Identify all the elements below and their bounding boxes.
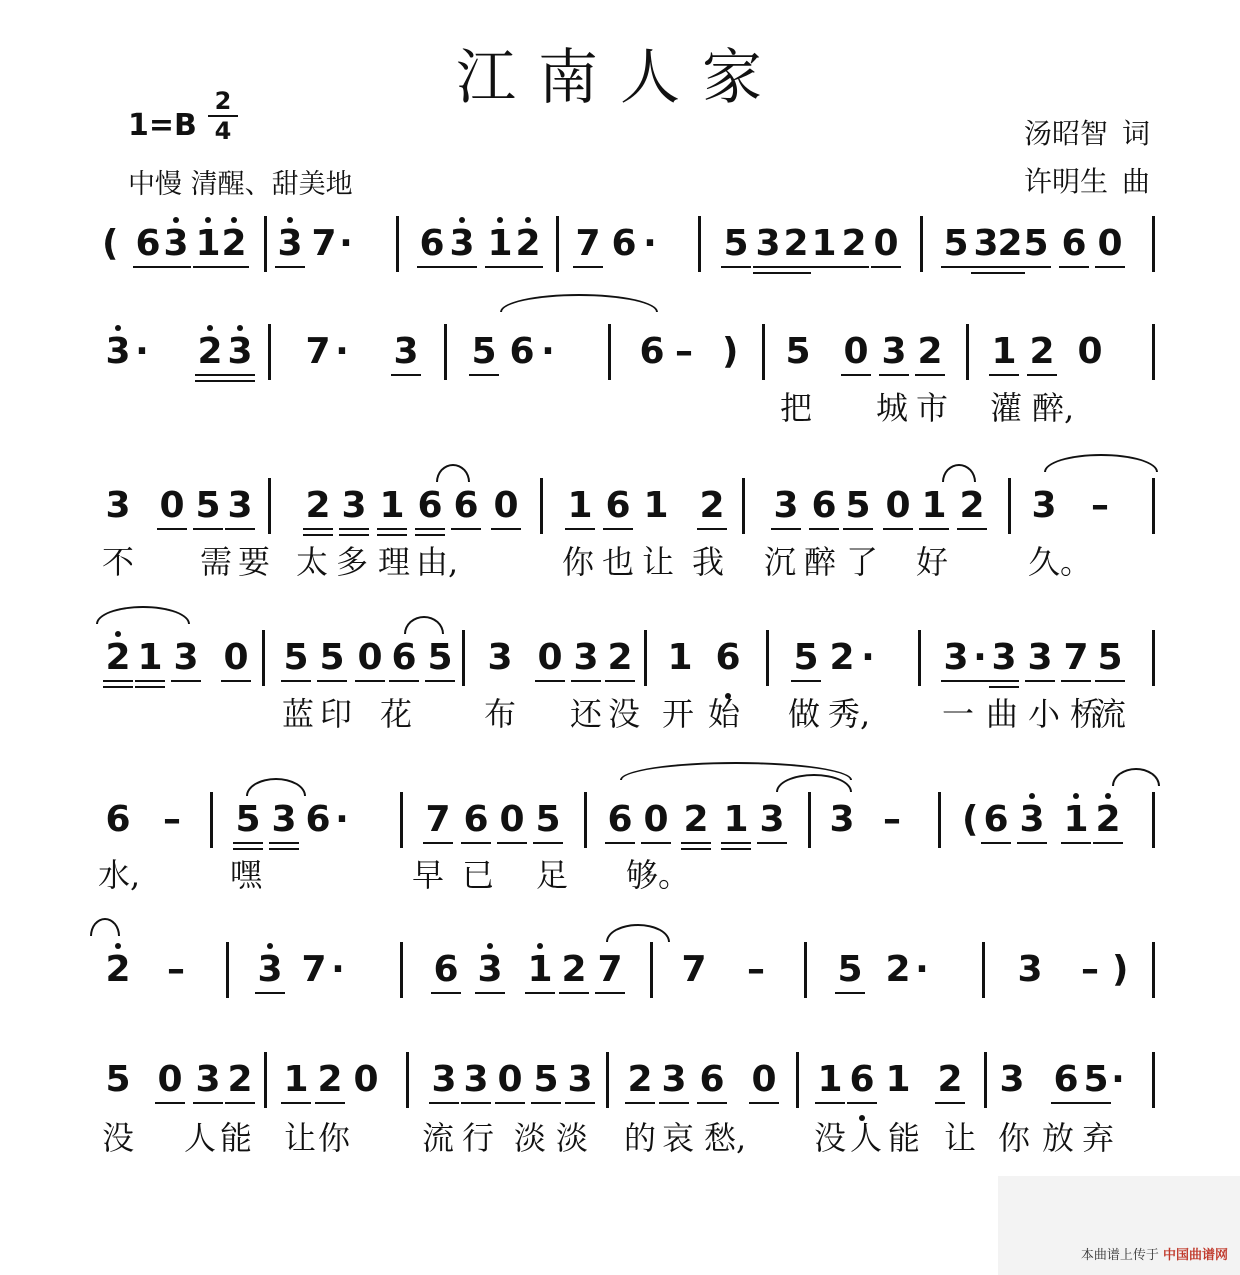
lyric-char: 了	[845, 543, 878, 581]
note: 2	[1025, 330, 1059, 374]
lyric-char: 布	[483, 695, 516, 733]
note: 5	[191, 484, 225, 528]
notation-row-7	[0, 1058, 1240, 1118]
note: 2	[779, 222, 813, 266]
note: 3	[253, 948, 287, 992]
note: 3	[1023, 636, 1057, 680]
bar-line	[808, 792, 811, 848]
lyric-char: 没	[813, 1119, 846, 1157]
note: 2	[993, 222, 1027, 266]
lyric-char: 你	[561, 543, 594, 581]
lyric-char: 没	[101, 1119, 134, 1157]
note: 3	[987, 636, 1021, 680]
note: 3	[459, 1058, 493, 1102]
lyric-char: 醉,	[1032, 389, 1075, 427]
bar-line	[1008, 478, 1011, 534]
note: 7	[301, 949, 327, 990]
slur-mark	[500, 294, 658, 312]
bar-line	[984, 1052, 987, 1108]
lyric-char: 已	[461, 856, 494, 894]
note: 6	[603, 798, 637, 842]
note: 0	[219, 636, 253, 680]
note: 1	[917, 484, 951, 528]
bar-line	[584, 792, 587, 848]
lyric-char: 始	[707, 695, 740, 733]
lyric-line-3	[0, 542, 1240, 586]
note: ·	[861, 637, 875, 678]
lyric-char: 能	[219, 1119, 252, 1157]
note: 6	[459, 798, 493, 842]
note: 7	[1059, 636, 1093, 680]
note: 6	[1049, 1058, 1083, 1102]
notation-symbol: )	[1112, 949, 1129, 990]
note: –	[747, 949, 765, 990]
note: 6	[413, 484, 447, 528]
bar-line	[1152, 216, 1155, 272]
note: 5	[719, 222, 753, 266]
lyric-line-5	[0, 855, 1240, 899]
composer-name: 许明生	[1023, 165, 1108, 198]
note: 2	[955, 484, 989, 528]
lyric-char: 花	[379, 695, 412, 733]
bar-line	[1152, 1052, 1155, 1108]
note: –	[163, 799, 181, 840]
note: 5	[467, 330, 501, 374]
note: 2	[217, 222, 251, 266]
note: 0	[153, 1058, 187, 1102]
lyric-char: 理	[377, 543, 410, 581]
note: 2	[223, 1058, 257, 1102]
notation-row-1	[0, 222, 1240, 282]
note: 6	[449, 484, 483, 528]
note: 6	[387, 636, 421, 680]
note: 0	[1093, 222, 1127, 266]
note: 5	[841, 484, 875, 528]
lyric-char: 让	[283, 1119, 316, 1157]
note: 1	[483, 222, 517, 266]
note: 5	[789, 636, 823, 680]
note: ·	[1111, 1059, 1125, 1100]
bar-line	[796, 1052, 799, 1108]
note: –	[167, 949, 185, 990]
bar-line	[606, 1052, 609, 1108]
note: 1	[133, 636, 167, 680]
note: 3	[969, 222, 1003, 266]
note: 7	[571, 222, 605, 266]
note: 3	[337, 484, 371, 528]
note: ·	[915, 949, 929, 990]
slur-mark	[436, 464, 470, 482]
note: 1	[885, 1059, 911, 1100]
note: 6	[611, 223, 637, 264]
bar-line	[650, 942, 653, 998]
lyric-line-2	[0, 388, 1240, 432]
note: 6	[695, 1058, 729, 1102]
lyric-char: 灌	[989, 389, 1022, 427]
note: 2	[313, 1058, 347, 1102]
note: 2	[511, 222, 545, 266]
lyric-char: 我	[691, 543, 724, 581]
note: 6	[979, 798, 1013, 842]
lyric-line-4	[0, 694, 1240, 738]
note: 0	[489, 484, 523, 528]
notation-symbol: (	[102, 223, 119, 264]
bar-line	[400, 792, 403, 848]
lyric-char: 的	[623, 1119, 656, 1157]
note: 2	[101, 636, 135, 680]
note: ·	[339, 223, 353, 264]
slur-mark	[90, 918, 120, 936]
note: 5	[1019, 222, 1053, 266]
bar-line	[210, 792, 213, 848]
note: 6	[305, 799, 331, 840]
note: 2	[101, 948, 135, 992]
notation-row-6	[0, 948, 1240, 1008]
note: 3	[169, 636, 203, 680]
lyric-char: 市	[915, 389, 948, 427]
bar-line	[982, 942, 985, 998]
lyric-char: 一	[941, 695, 974, 733]
bar-line	[608, 324, 611, 380]
lyric-char: 印	[319, 695, 352, 733]
bar-line	[264, 1052, 267, 1108]
composer-role: 曲	[1121, 165, 1150, 198]
note: ·	[963, 636, 997, 680]
note: 3	[159, 222, 193, 266]
lyricist-credit	[1010, 112, 1150, 152]
note: 3	[389, 330, 423, 374]
note: ·	[335, 331, 349, 372]
note: –	[1091, 485, 1109, 526]
bar-line	[966, 324, 969, 380]
bar-line	[918, 630, 921, 686]
note: 2	[1091, 798, 1125, 842]
note: 1	[807, 222, 841, 266]
note: 3	[569, 636, 603, 680]
lyric-char: 能	[887, 1119, 920, 1157]
note: 3	[999, 1059, 1025, 1100]
bar-line	[268, 478, 271, 534]
note: 2	[695, 484, 729, 528]
notation-symbol: )	[722, 331, 739, 372]
lyric-char: 放	[1041, 1119, 1074, 1157]
note: 0	[881, 484, 915, 528]
time-signature-top: 2	[214, 87, 232, 115]
lyric-char: 把	[779, 389, 812, 427]
note: 1	[643, 485, 669, 526]
note: 2	[623, 1058, 657, 1102]
note: 3	[563, 1058, 597, 1102]
note: 5	[231, 798, 265, 842]
note: 7	[311, 223, 337, 264]
note: 5	[423, 636, 457, 680]
note: 2	[193, 330, 227, 374]
note: 3	[101, 330, 135, 374]
lyric-char: 淡	[513, 1119, 546, 1157]
bar-line	[400, 942, 403, 998]
lyric-char: 城	[875, 389, 908, 427]
note: 3	[1031, 485, 1057, 526]
lyric-char: 你	[317, 1119, 350, 1157]
note: ·	[541, 331, 555, 372]
note: –	[883, 799, 901, 840]
note: 3	[191, 1058, 225, 1102]
lyric-char: 人	[183, 1119, 216, 1157]
time-signature	[208, 88, 238, 144]
note: 1	[813, 1058, 847, 1102]
note: 6	[509, 331, 535, 372]
slur-mark	[1044, 454, 1158, 472]
note: 2	[913, 330, 947, 374]
bar-line	[264, 216, 267, 272]
lyric-char: 好	[915, 543, 948, 581]
lyric-char: 水,	[98, 856, 141, 894]
lyric-char: 小	[1027, 695, 1060, 733]
song-title: 江南人家	[456, 43, 784, 113]
lyric-char: 多	[335, 543, 368, 581]
note: 5	[279, 636, 313, 680]
lyric-char: 醉	[803, 543, 836, 581]
note: 1	[667, 637, 693, 678]
lyric-char: 蓝	[281, 695, 314, 733]
note: 7	[421, 798, 455, 842]
note: 1	[563, 484, 597, 528]
bar-line	[644, 630, 647, 686]
bar-line	[262, 630, 265, 686]
lyric-char: 不	[101, 543, 134, 581]
bar-line	[396, 216, 399, 272]
bar-line	[938, 792, 941, 848]
note: 2	[933, 1058, 967, 1102]
note: 3	[1015, 798, 1049, 842]
note: 5	[529, 1058, 563, 1102]
bar-line	[766, 630, 769, 686]
lyric-char: 淡	[555, 1119, 588, 1157]
note: 5	[1093, 636, 1127, 680]
lyric-char: 人	[849, 1119, 882, 1157]
note: 7	[681, 949, 707, 990]
composer-credit	[1010, 160, 1150, 200]
lyric-char: 愁,	[704, 1119, 747, 1157]
note: 0	[533, 636, 567, 680]
bar-line	[1152, 942, 1155, 998]
lyric-char: 行	[461, 1119, 494, 1157]
notation-row-4	[0, 636, 1240, 696]
lyric-char: 弃	[1081, 1119, 1114, 1157]
slur-mark	[1112, 768, 1160, 786]
note: 7	[593, 948, 627, 992]
bar-line	[1152, 630, 1155, 686]
lyric-char: 开	[661, 695, 694, 733]
note: 3	[487, 637, 513, 678]
note: 0	[1077, 331, 1103, 372]
bar-line	[444, 324, 447, 380]
note: 5	[531, 798, 565, 842]
key-signature: 1=B	[128, 108, 197, 143]
note: 2	[679, 798, 713, 842]
bar-line	[556, 216, 559, 272]
note: 5	[105, 1059, 131, 1100]
bar-line	[920, 216, 923, 272]
note: 2	[603, 636, 637, 680]
note: 0	[639, 798, 673, 842]
note: 0	[495, 798, 529, 842]
lyric-char: 让	[943, 1119, 976, 1157]
note: ·	[331, 949, 345, 990]
slur-mark	[404, 616, 444, 634]
lyric-char: 需	[199, 543, 232, 581]
notation-row-3	[0, 484, 1240, 544]
note: 1	[375, 484, 409, 528]
note: 2	[557, 948, 591, 992]
note: 1	[1059, 798, 1093, 842]
note: ·	[643, 223, 657, 264]
note: –	[1081, 949, 1099, 990]
lyric-char: 让	[641, 543, 674, 581]
note: 0	[493, 1058, 527, 1102]
bar-line	[540, 478, 543, 534]
note: 1	[719, 798, 753, 842]
lyric-char: 久。	[1028, 543, 1093, 581]
note: 5	[315, 636, 349, 680]
bar-line	[742, 478, 745, 534]
lyric-char: 太	[295, 543, 328, 581]
note: 6	[105, 799, 131, 840]
note: 6	[601, 484, 635, 528]
slur-mark	[606, 924, 670, 942]
bar-line	[462, 630, 465, 686]
lyric-char: 早	[411, 856, 444, 894]
slur-mark	[246, 778, 306, 796]
note: 3	[755, 798, 789, 842]
note: 0	[747, 1058, 781, 1102]
watermark-site: 中国曲谱网	[1162, 1248, 1228, 1263]
lyric-char: 流	[1093, 695, 1126, 733]
note: 5	[833, 948, 867, 992]
time-signature-bottom: 4	[214, 117, 232, 145]
lyric-char: 沉	[763, 543, 796, 581]
note: 3	[445, 222, 479, 266]
bar-line	[762, 324, 765, 380]
bar-line	[698, 216, 701, 272]
note: 6	[429, 948, 463, 992]
note: 3	[829, 799, 855, 840]
bar-line	[1152, 478, 1155, 534]
note: 3	[939, 636, 973, 680]
note: 3	[877, 330, 911, 374]
watermark-prefix: 本曲谱上传于	[1080, 1248, 1159, 1263]
tempo-marking: 中慢 清醒、甜美地	[128, 169, 353, 200]
note: 6	[807, 484, 841, 528]
note: 6	[711, 636, 745, 680]
note: 0	[353, 636, 387, 680]
notation-symbol: (	[962, 799, 979, 840]
note: 2	[829, 637, 855, 678]
note: 6	[1057, 222, 1091, 266]
note: 3	[223, 484, 257, 528]
note: 6	[845, 1058, 879, 1102]
note: 3	[751, 222, 785, 266]
bar-line	[226, 942, 229, 998]
note: 3	[1017, 949, 1043, 990]
slur-mark	[96, 606, 190, 624]
note: 0	[869, 222, 903, 266]
lyric-char: 做	[787, 695, 820, 733]
note: 3	[105, 485, 131, 526]
note: ·	[135, 331, 149, 372]
lyric-char: 你	[997, 1119, 1030, 1157]
lyric-char: 流	[421, 1119, 454, 1157]
note: 1	[279, 1058, 313, 1102]
note: 6	[639, 331, 665, 372]
bar-line	[1152, 324, 1155, 380]
note: 0	[353, 1059, 379, 1100]
watermark	[998, 1176, 1240, 1275]
note: 0	[155, 484, 189, 528]
note: 2	[837, 222, 871, 266]
note: 7	[305, 331, 331, 372]
note: 3	[769, 484, 803, 528]
lyric-char: 嘿	[229, 856, 262, 894]
note: 5	[939, 222, 973, 266]
lyric-char: 秀,	[828, 695, 871, 733]
note: 1	[191, 222, 225, 266]
lyric-char: 没	[607, 695, 640, 733]
note: 3	[473, 948, 507, 992]
note: 3	[427, 1058, 461, 1102]
notation-row-5	[0, 798, 1240, 858]
lyric-line-7	[0, 1118, 1240, 1162]
bar-line	[268, 324, 271, 380]
lyric-char: 要	[237, 543, 270, 581]
note: 3	[657, 1058, 691, 1102]
note: 5	[785, 331, 811, 372]
bar-line	[804, 942, 807, 998]
note: 3	[273, 222, 307, 266]
bar-line	[406, 1052, 409, 1108]
lyric-char: 也	[601, 543, 634, 581]
note: 2	[885, 949, 911, 990]
note: –	[675, 331, 693, 372]
slur-mark	[942, 464, 976, 482]
note: 3	[267, 798, 301, 842]
note: 6	[415, 222, 449, 266]
lyric-char: 足	[535, 856, 568, 894]
lyric-char: 还	[569, 695, 602, 733]
note: 3	[223, 330, 257, 374]
lyricist-role: 词	[1121, 117, 1150, 150]
note: 5	[1079, 1058, 1113, 1102]
note: 6	[131, 222, 165, 266]
note: 1	[987, 330, 1021, 374]
note: 2	[301, 484, 335, 528]
notation-row-2	[0, 330, 1240, 390]
bar-line	[1152, 792, 1155, 848]
note: 1	[523, 948, 557, 992]
lyric-char: 桥	[1069, 695, 1102, 733]
note: 0	[839, 330, 873, 374]
lyricist-name: 汤昭智	[1023, 117, 1108, 150]
note: ·	[335, 799, 349, 840]
lyric-char: 哀	[661, 1119, 694, 1157]
lyric-char: 够。	[626, 856, 691, 894]
lyric-char: 由,	[416, 543, 459, 581]
lyric-char: 曲	[985, 695, 1018, 733]
